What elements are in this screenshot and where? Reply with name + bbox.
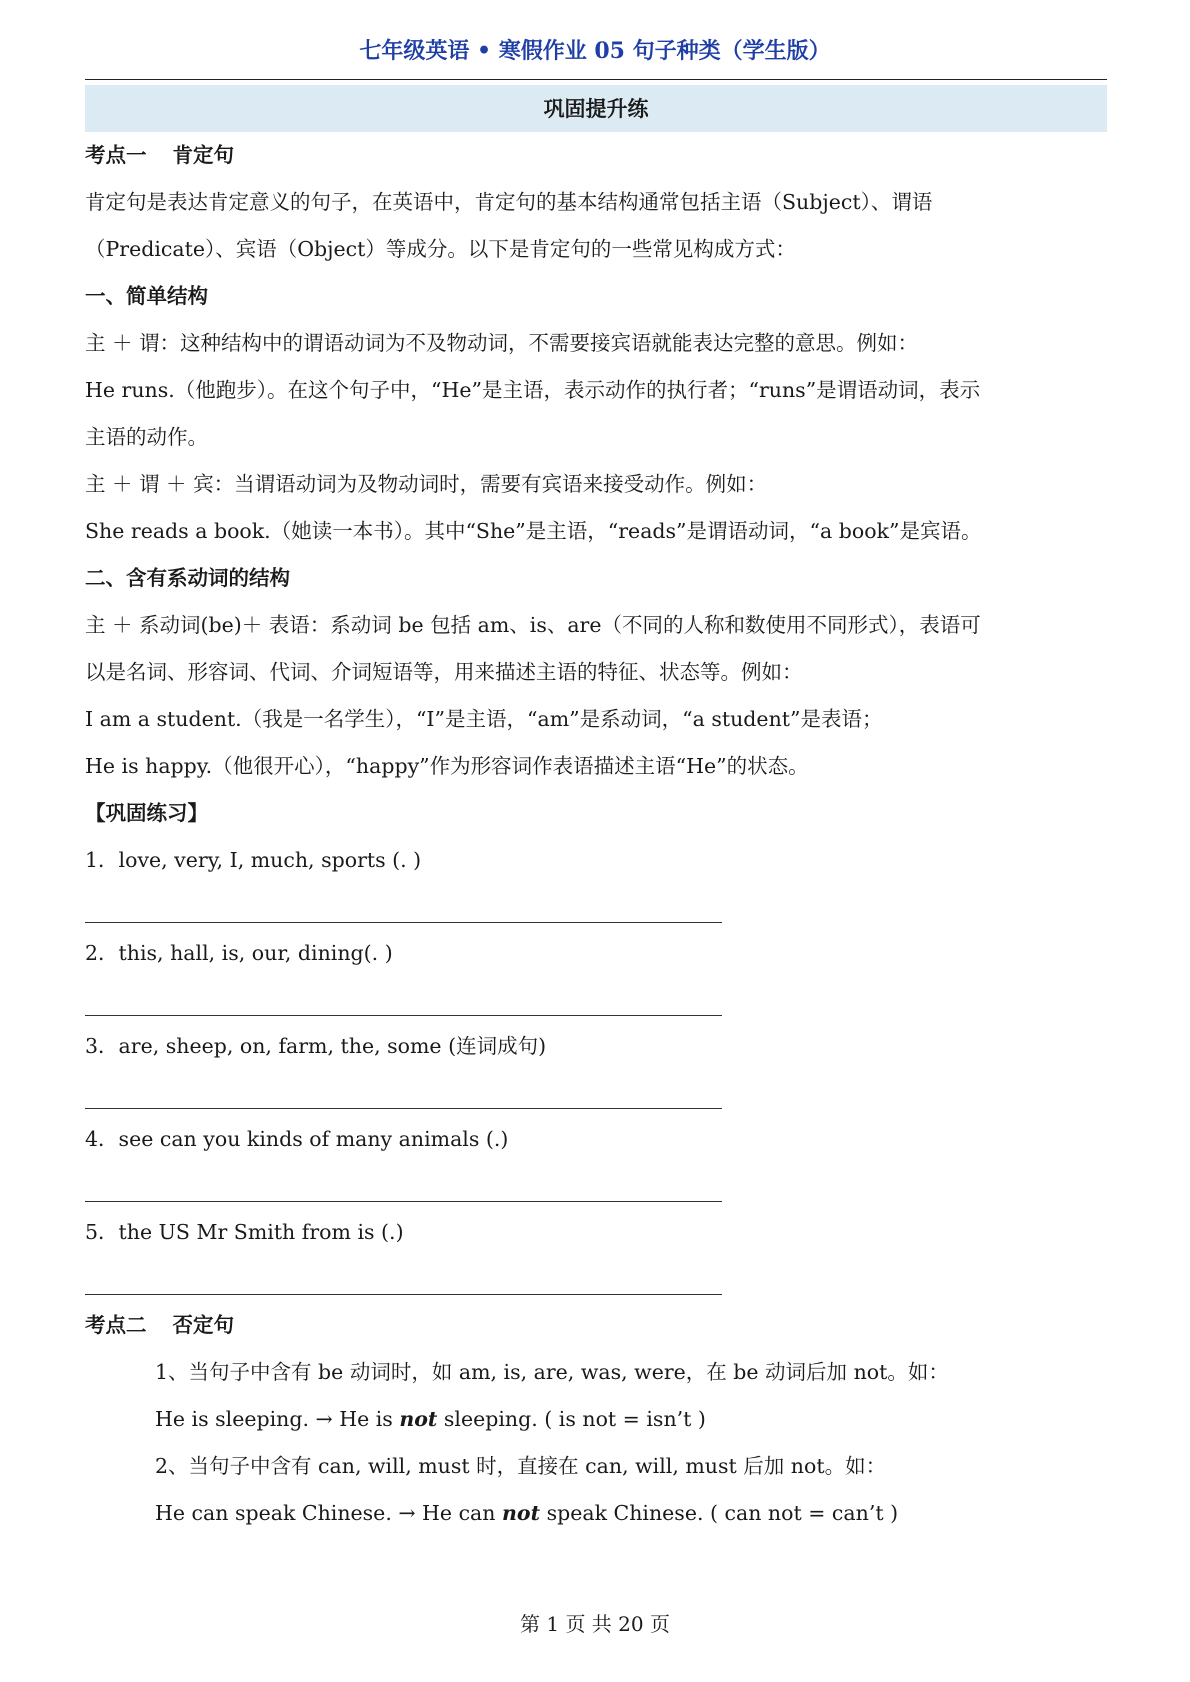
main-content xyxy=(85,132,1107,1537)
subsection1-line5: She reads a book.（她读一本书）。其中“She”是主语，“reads”是谓语动词，“a book”是宾语。 xyxy=(85,519,982,543)
section1-intro-line2: （Predicate）、宾语（Object）等成分。以下是肯定句的一些常见构成方式： xyxy=(85,237,796,261)
answer-line-2[interactable] xyxy=(85,1015,722,1016)
page-footer: 第 1 页 共 20 页 xyxy=(520,1612,670,1636)
section2-rule1: 1、当句子中含有 be 动词时，如 am, is, are, was, were，在 be 动词后加 not。如： xyxy=(155,1360,949,1384)
question-1 xyxy=(85,837,1107,930)
example1-before: He is sleeping. → He is xyxy=(155,1407,400,1431)
question-text: 4．see can you kinds of many animals (.) xyxy=(85,1127,509,1151)
example2-not-keyword: not xyxy=(502,1501,541,1525)
practice-heading: 【巩固练习】 xyxy=(85,801,208,825)
subsection1-line2: He runs.（他跑步）。在这个句子中，“He”是主语，表示动作的执行者；“runs”是谓语动词，表示 xyxy=(85,378,981,402)
question-3 xyxy=(85,1023,1107,1116)
section1-heading xyxy=(85,132,1107,179)
subsection2-heading: 二、含有系动词的结构 xyxy=(85,566,290,590)
subsection2-line2: 以是名词、形容词、代词、介词短语等，用来描述主语的特征、状态等。例如： xyxy=(85,660,803,684)
subsection2-line4: He is happy.（他很开心），“happy”作为形容词作表语描述主语“He”的状态。 xyxy=(85,754,809,778)
question-text: 1．love, very, I, much, sports (. ) xyxy=(85,848,422,872)
example1-after: sleeping. ( is not = isn’t ) xyxy=(437,1407,706,1431)
document-header-title: 七年级英语 • 寒假作业 05 句子种类（学生版） xyxy=(359,38,831,64)
section2-label: 考点二 xyxy=(85,1313,147,1337)
question-5 xyxy=(85,1209,1107,1302)
question-text: 5．the US Mr Smith from is (.) xyxy=(85,1220,404,1244)
section2-example1 xyxy=(85,1396,1107,1443)
section2-topic: 否定句 xyxy=(172,1313,234,1337)
header-divider xyxy=(85,79,1107,80)
subsection1-heading: 一、简单结构 xyxy=(85,284,208,308)
answer-line-1[interactable] xyxy=(85,922,722,923)
example2-before: He can speak Chinese. → He can xyxy=(155,1501,502,1525)
answer-line-5[interactable] xyxy=(85,1294,722,1295)
subsection2-line1: 主 ＋ 系动词(be)＋ 表语：系动词 be 包括 am、is、are（不同的人称和数使用不同形式），表语可 xyxy=(85,613,981,637)
section2-heading xyxy=(85,1302,1107,1349)
section2-example2 xyxy=(85,1490,1107,1537)
section1-intro-line1: 肯定句是表达肯定意义的句子，在英语中，肯定句的基本结构通常包括主语（Subject）、谓语 xyxy=(85,190,933,214)
section1-label: 考点一 xyxy=(85,143,147,167)
subsection1-line1: 主 ＋ 谓：这种结构中的谓语动词为不及物动词，不需要接宾语就能表达完整的意思。例如： xyxy=(85,331,919,355)
subsection2-line3: I am a student.（我是一名学生），“I”是主语，“am”是系动词，“a student”是表语； xyxy=(85,707,883,731)
question-text: 3．are, sheep, on, farm, the, some (连词成句) xyxy=(85,1034,547,1058)
answer-line-4[interactable] xyxy=(85,1201,722,1202)
question-text: 2．this, hall, is, our, dining(. ) xyxy=(85,941,393,965)
example1-not-keyword: not xyxy=(399,1407,438,1431)
question-4 xyxy=(85,1116,1107,1209)
question-2 xyxy=(85,930,1107,1023)
section-band-title: 巩固提升练 xyxy=(85,85,1107,132)
section1-topic: 肯定句 xyxy=(172,143,234,167)
answer-line-3[interactable] xyxy=(85,1108,722,1109)
subsection1-line4: 主 ＋ 谓 ＋ 宾：当谓语动词为及物动词时，需要有宾语来接受动作。例如： xyxy=(85,472,768,496)
section2-rule2: 2、当句子中含有 can, will, must 时，直接在 can, will, must 后加 not。如： xyxy=(155,1454,887,1478)
subsection1-line3: 主语的动作。 xyxy=(85,425,208,449)
example2-after: speak Chinese. ( can not = can’t ) xyxy=(540,1501,899,1525)
